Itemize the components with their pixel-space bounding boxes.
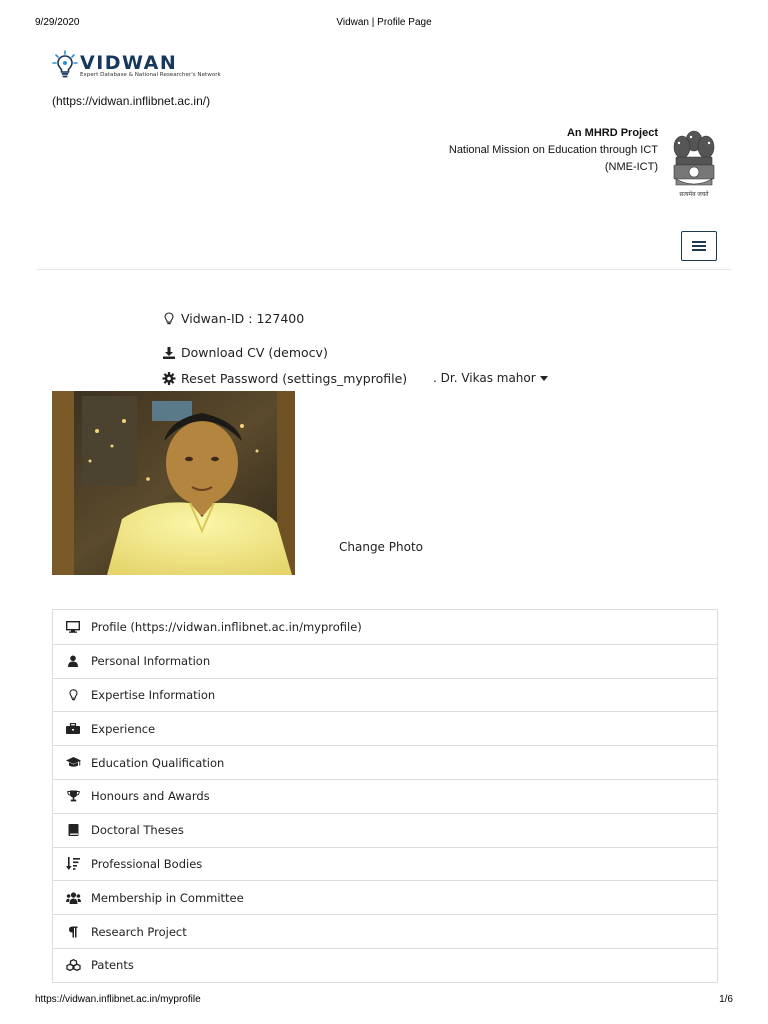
mhrd-acronym: (NME-ICT) [604, 161, 658, 173]
menu-item-personal-information[interactable] [53, 644, 717, 678]
vidwan-id-text: Vidwan-ID : 127400 [181, 311, 305, 326]
mhrd-project-block [449, 125, 658, 176]
print-footer [35, 994, 733, 1008]
logo-name: VIDWAN [80, 52, 178, 74]
menu-item-patents[interactable] [53, 948, 717, 982]
print-header [35, 17, 733, 31]
print-url: https://vidwan.inflibnet.ac.in/myprofile [35, 994, 201, 1005]
reset-password-link[interactable] [162, 371, 407, 386]
vidwan-logo[interactable] [52, 50, 232, 82]
reset-password-text: Reset Password (settings_myprofile) [181, 371, 408, 386]
gear-icon [162, 372, 176, 385]
mhrd-title: An MHRD Project [566, 127, 658, 139]
menu-item-profile[interactable] [53, 610, 717, 644]
menu-item-experience[interactable] [53, 711, 717, 745]
hamburger-icon-line [692, 241, 706, 243]
menu-item-label: Patents [91, 958, 134, 973]
desktop-icon [65, 620, 81, 634]
user-name-text: . Dr. Vikas mahor [433, 371, 536, 385]
menu-item-label: Profile (https://vidwan.inflibnet.ac.in/myprofile) [91, 619, 362, 634]
change-photo-link[interactable]: Change Photo [339, 540, 423, 554]
mhrd-mission: National Mission on Education through ICT [448, 144, 658, 156]
trophy-icon [65, 789, 81, 803]
lightbulb-icon [162, 312, 176, 325]
download-icon [162, 347, 176, 359]
logo-tagline: Expert Database & National Researcher's Network [80, 72, 221, 78]
menu-item-honours-and-awards[interactable] [53, 779, 717, 813]
menu-item-label: Personal Information [91, 654, 211, 669]
profile-sections-menu [52, 609, 718, 983]
book-icon [65, 823, 81, 837]
user-icon [65, 654, 81, 668]
site-home-link[interactable]: (https://vidwan.inflibnet.ac.in/) [52, 94, 211, 108]
menu-item-label: Research Project [91, 924, 187, 939]
profile-photo [52, 391, 295, 575]
menu-item-label: Professional Bodies [91, 856, 203, 871]
hamburger-icon-line [692, 245, 706, 247]
emblem-motto: सत्यमेव जयते [679, 192, 709, 198]
menu-item-professional-bodies[interactable] [53, 847, 717, 881]
graduation-cap-icon [65, 756, 81, 770]
download-cv-link[interactable] [162, 345, 328, 360]
menu-item-label: Membership in Committee [91, 890, 244, 905]
download-cv-text: Download CV (democv) [181, 345, 328, 360]
cubes-icon [65, 958, 81, 972]
lightbulb-logo-icon [52, 50, 78, 80]
caret-down-icon [540, 376, 548, 381]
hamburger-menu-button[interactable] [681, 231, 717, 261]
menu-item-expertise-information[interactable] [53, 678, 717, 712]
briefcase-icon [65, 722, 81, 736]
vidwan-id [162, 311, 304, 326]
menu-item-label: Expertise Information [91, 687, 216, 702]
lightbulb-icon [65, 688, 81, 702]
menu-item-label: Doctoral Theses [91, 823, 184, 838]
print-page-number: 1/6 [719, 994, 733, 1005]
user-dropdown[interactable] [433, 371, 548, 385]
print-title: Vidwan | Profile Page [336, 17, 432, 28]
sort-amount-icon [65, 857, 81, 871]
paragraph-icon [65, 925, 81, 939]
print-date: 9/29/2020 [35, 17, 80, 28]
hamburger-icon-line [692, 249, 706, 251]
header-divider [37, 269, 731, 270]
menu-item-doctoral-theses[interactable] [53, 813, 717, 847]
menu-item-research-project[interactable] [53, 914, 717, 948]
profile-photo-image [52, 391, 295, 575]
menu-item-label: Experience [91, 721, 156, 736]
menu-item-membership-in-committee[interactable] [53, 880, 717, 914]
users-icon [65, 891, 81, 905]
menu-item-label: Education Qualification [91, 755, 225, 770]
menu-item-label: Honours and Awards [91, 789, 210, 804]
menu-item-education-qualification[interactable] [53, 745, 717, 779]
